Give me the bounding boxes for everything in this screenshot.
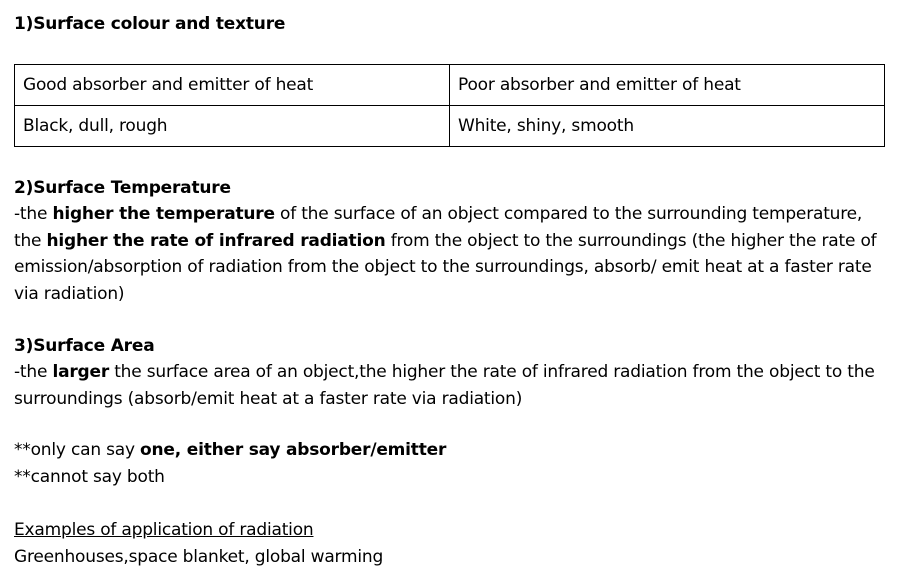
section-3-heading: 3)Surface Area bbox=[14, 336, 155, 356]
table-cell: Good absorber and emitter of heat bbox=[15, 65, 450, 106]
table-cell: White, shiny, smooth bbox=[450, 106, 885, 147]
examples-text: Greenhouses,space blanket, global warming bbox=[14, 546, 384, 567]
text-run: the surface area of an object,the higher the rate of infrared radiation from the object to the surroundings (absorb/emit heat at a faster rate via radiation) bbox=[14, 362, 875, 409]
text-run: from the object to the surroundings (the higher the rate of emission/absorption of radiation from the object to the surroundings, absorb/ emit heat at a faster rate via radiation) bbox=[14, 230, 877, 304]
text-run: of the surface of an object compared to the surrounding temperature, the bbox=[14, 204, 863, 251]
section-2-heading: 2)Surface Temperature bbox=[14, 178, 231, 198]
bold-text: higher the temperature bbox=[52, 204, 275, 224]
table-cell: Black, dull, rough bbox=[15, 106, 450, 147]
note-line: **cannot say both bbox=[14, 466, 165, 487]
bold-text: higher the rate of infrared radiation bbox=[46, 230, 386, 251]
examples-heading: Examples of application of radiation bbox=[14, 520, 314, 540]
section-1-heading: 1)Surface colour and texture bbox=[14, 14, 286, 34]
section-2 bbox=[14, 175, 888, 307]
text-run: -the bbox=[14, 204, 53, 224]
absorber-emitter-table bbox=[14, 64, 885, 147]
examples-section bbox=[14, 517, 888, 570]
text-run: **only can say bbox=[14, 440, 141, 460]
table-row bbox=[15, 65, 885, 106]
bold-text: one, either say absorber/emitter bbox=[140, 440, 447, 460]
notes bbox=[14, 437, 888, 490]
section-3 bbox=[14, 333, 888, 412]
bold-text: larger bbox=[52, 362, 110, 382]
section-2-paragraph bbox=[14, 201, 888, 307]
section-3-paragraph bbox=[14, 359, 888, 412]
table-cell: Poor absorber and emitter of heat bbox=[450, 65, 885, 106]
note-line bbox=[14, 437, 888, 464]
table-row bbox=[15, 106, 885, 147]
text-run: -the bbox=[14, 362, 53, 382]
